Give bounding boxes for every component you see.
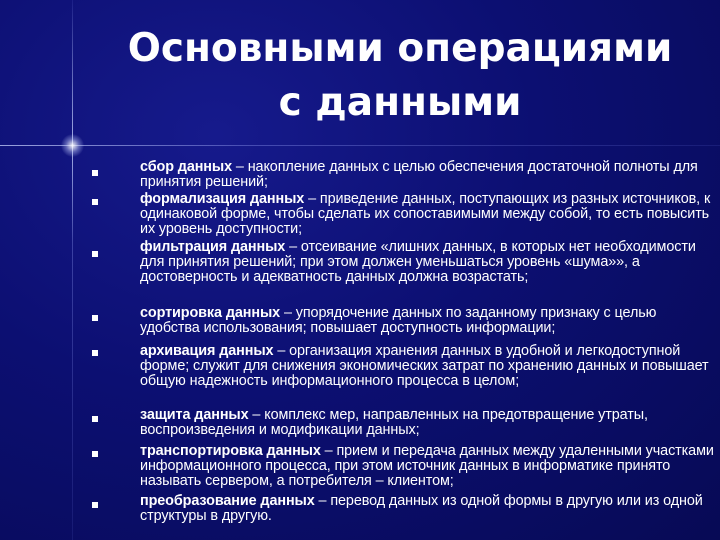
square-bullet-icon [92, 350, 98, 356]
square-bullet-icon [92, 502, 98, 508]
square-bullet-icon [92, 170, 98, 176]
square-bullet-icon [92, 416, 98, 422]
operations-list [0, 156, 720, 536]
slide-title [100, 22, 700, 130]
square-bullet-icon [92, 451, 98, 457]
item-text [140, 160, 715, 190]
item-description: – приведение данных, поступающих из разных источников, к одинаковой форме, чтобы сделать их сопоставимыми между собой, то есть повысить их уровень доступности; [140, 191, 711, 238]
item-text [140, 408, 715, 438]
item-description: – отсеивание «лишних данных, в которых нет необходимости для принятия решений; при этом должен уменьшаться уровень «шума»», а достоверность и адекватность данных должна возрастать; [140, 239, 696, 286]
item-description: – накопление данных с целью обеспечения достаточной полноты для принятия решений; [140, 159, 698, 191]
item-term: преобразование данных [140, 493, 315, 509]
item-text [140, 494, 715, 524]
item-description: – упорядочение данных по заданному признаку с целью удобства использования; повышает доступность информации; [140, 305, 657, 337]
item-text [140, 306, 715, 336]
item-text [140, 192, 715, 238]
item-description: – перевод данных из одной формы в другую или из одной структуры в другую. [140, 493, 703, 525]
square-bullet-icon [92, 199, 98, 205]
item-term: формализация данных [140, 191, 305, 207]
item-term: сортировка данных [140, 305, 281, 321]
square-bullet-icon [92, 251, 98, 257]
item-description: – прием и передача данных между удаленными участками информационного процесса, при этом источник данных в информатике принято называть сервером, а потребителя – клиентом; [140, 443, 714, 490]
square-bullet-icon [92, 315, 98, 321]
decorative-horizontal-line [0, 145, 720, 146]
item-term: сбор данных [140, 159, 232, 175]
item-term: архивация данных [140, 343, 274, 359]
title-line-1: Основными операциями [127, 26, 673, 71]
item-description: – комплекс мер, направленных на предотвращение утраты, воспроизведения и модификации данных; [140, 407, 648, 439]
light-flare-icon [61, 134, 84, 157]
item-text [140, 240, 715, 286]
item-text [140, 344, 715, 390]
item-term: транспортировка данных [140, 443, 321, 459]
item-term: защита данных [140, 407, 249, 423]
item-term: фильтрация данных [140, 239, 286, 255]
item-description: – организация хранения данных в удобной и легкодоступной форме; служит для снижения экономических затрат по хранению данных и повышает общую надежность информационного процесса в целом; [140, 343, 709, 390]
title-line-2: с данными [278, 80, 522, 125]
item-text [140, 444, 715, 490]
